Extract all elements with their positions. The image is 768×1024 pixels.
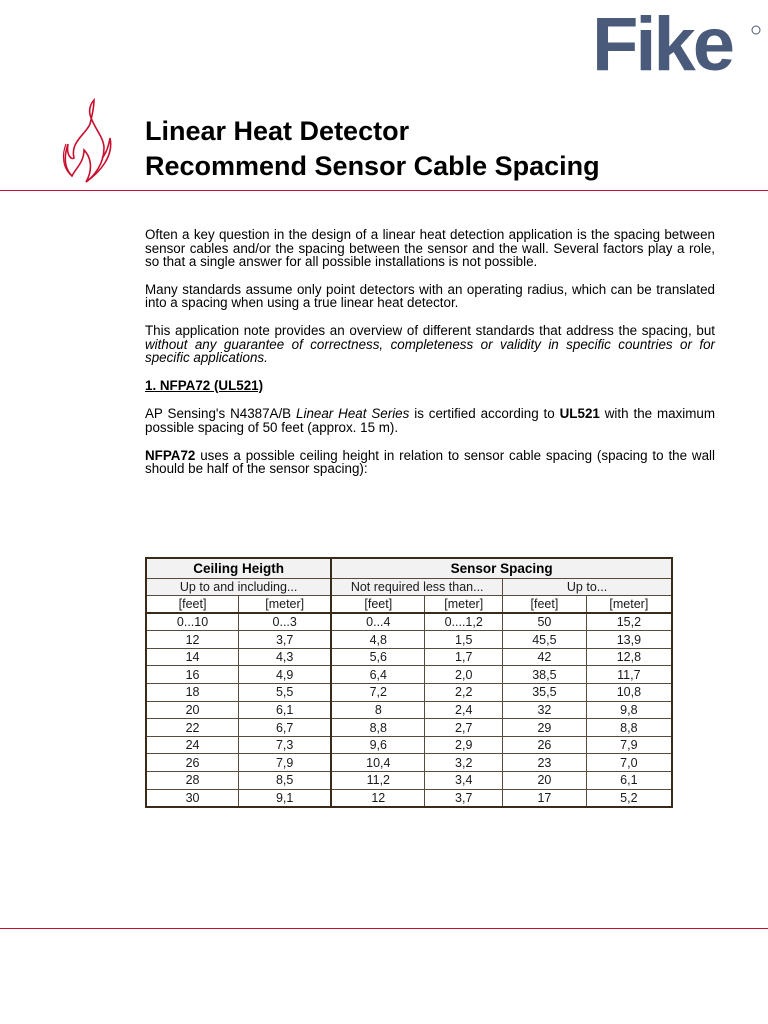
paragraph-nfpa72 (145, 449, 715, 476)
table-cell: 4,8 (331, 631, 425, 649)
table-cell: 0...10 (146, 613, 239, 631)
table-cell: 8,8 (331, 719, 425, 737)
table-cell: 26 (146, 754, 239, 772)
table-cell: 2,0 (425, 666, 503, 684)
table-row (146, 684, 672, 702)
unit-header: [meter] (239, 596, 332, 614)
table-unit-header-row (146, 596, 672, 614)
table-cell: 0...3 (239, 613, 332, 631)
registered-mark-icon (752, 26, 760, 34)
table-cell: 7,3 (239, 736, 332, 754)
table-cell: 5,2 (586, 789, 672, 807)
table-cell: 0....1,2 (425, 613, 503, 631)
cert-product-name: Linear Heat Series (296, 406, 410, 422)
paragraph-standards: Many standards assume only point detectors with an operating radius, which can be translated into a spacing when using a true linear heat detector. (145, 281, 715, 311)
table-cell: 11,2 (331, 772, 425, 790)
page-title (145, 114, 600, 184)
table-cell: 6,1 (586, 772, 672, 790)
paragraph-disclaimer (145, 324, 715, 365)
unit-header: [feet] (503, 596, 587, 614)
table-cell: 9,6 (331, 736, 425, 754)
table-cell: 7,2 (331, 684, 425, 702)
unit-header: [meter] (586, 596, 672, 614)
table-row (146, 613, 672, 631)
table-cell: 22 (146, 719, 239, 737)
cert-text-a: AP Sensing's N4387A/B (145, 406, 297, 422)
cert-text-e: with the maximum possible spacing of 50 feet (approx. 15 m). (145, 406, 716, 435)
table-cell: 35,5 (503, 684, 587, 702)
cert-standard: UL521 (559, 406, 600, 422)
table-cell: 12 (146, 631, 239, 649)
table-cell: 8,8 (586, 719, 672, 737)
footer-divider (0, 928, 768, 929)
table-body (146, 613, 672, 807)
unit-header: [feet] (146, 596, 239, 614)
table-cell: 9,8 (586, 701, 672, 719)
table-cell: 17 (503, 789, 587, 807)
paragraph-certification (145, 407, 715, 434)
table-row (146, 754, 672, 772)
table-cell: 2,4 (425, 701, 503, 719)
table-cell: 6,1 (239, 701, 332, 719)
table-cell: 3,7 (239, 631, 332, 649)
table-cell: 20 (146, 701, 239, 719)
nfpa72-label: NFPA72 (145, 447, 196, 463)
cert-text-c: is certified according to (409, 406, 560, 422)
title-divider (0, 190, 768, 191)
table-group-header-row (146, 558, 672, 578)
table-cell: 4,3 (239, 648, 332, 666)
logo-text: Fike (592, 8, 733, 74)
fike-logo (590, 8, 762, 74)
disclaimer-italic: without any guarantee of correctness, completeness or validity in specific countries or for specific applications. (145, 336, 715, 366)
table-cell: 4,9 (239, 666, 332, 684)
table-cell: 30 (146, 789, 239, 807)
unit-header: [meter] (425, 596, 503, 614)
table-row (146, 648, 672, 666)
nfpa72-text: uses a possible ceiling height in relation to sensor cable spacing (spacing to the wall should be half of the sensor spacing): (145, 447, 715, 477)
unit-header: [feet] (331, 596, 425, 614)
table-cell: 20 (503, 772, 587, 790)
table-cell: 8,5 (239, 772, 332, 790)
table-cell: 29 (503, 719, 587, 737)
table-cell: 9,1 (239, 789, 332, 807)
table-row (146, 631, 672, 649)
document-body (145, 228, 715, 490)
table-cell: 12 (331, 789, 425, 807)
table-cell: 18 (146, 684, 239, 702)
table-cell: 6,4 (331, 666, 425, 684)
table-cell: 11,7 (586, 666, 672, 684)
table-cell: 2,2 (425, 684, 503, 702)
table-cell: 5,6 (331, 648, 425, 666)
table-row (146, 736, 672, 754)
table-cell: 23 (503, 754, 587, 772)
sensor-spacing-table (145, 557, 673, 808)
subheader-up-to-including: Up to and including... (146, 578, 331, 596)
table-cell: 0...4 (331, 613, 425, 631)
table-cell: 1,5 (425, 631, 503, 649)
table-row (146, 666, 672, 684)
table-cell: 5,5 (239, 684, 332, 702)
table-row (146, 719, 672, 737)
section-heading-nfpa72: 1. NFPA72 (UL521) (145, 377, 264, 393)
table-cell: 38,5 (503, 666, 587, 684)
disclaimer-text: This application note provides an overview of different standards that address the spacing, but (145, 322, 715, 338)
table-cell: 2,9 (425, 736, 503, 754)
header-sensor-spacing: Sensor Spacing (331, 558, 672, 578)
table-cell: 45,5 (503, 631, 587, 649)
table-sub-header-row (146, 578, 672, 596)
table-cell: 50 (503, 613, 587, 631)
table-cell: 8 (331, 701, 425, 719)
paragraph-intro: Often a key question in the design of a linear heat detection application is the spacing between sensor cables and/or the spacing between the sensor and the wall. Several factors play a role, so that a single answer for all possible installations is not possible. (145, 227, 715, 270)
table-cell: 14 (146, 648, 239, 666)
flame-icon (60, 98, 120, 194)
subheader-up-to: Up to... (503, 578, 672, 596)
table-row (146, 789, 672, 807)
table-cell: 28 (146, 772, 239, 790)
table-cell: 26 (503, 736, 587, 754)
title-line-2: Recommend Sensor Cable Spacing (145, 151, 600, 181)
table-cell: 3,7 (425, 789, 503, 807)
table-cell: 15,2 (586, 613, 672, 631)
table-cell: 12,8 (586, 648, 672, 666)
table-cell: 10,4 (331, 754, 425, 772)
table-cell: 3,2 (425, 754, 503, 772)
table-cell: 7,0 (586, 754, 672, 772)
table-row (146, 772, 672, 790)
subheader-not-less-than: Not required less than... (331, 578, 502, 596)
title-line-1: Linear Heat Detector (145, 116, 410, 146)
table-cell: 7,9 (586, 736, 672, 754)
table-cell: 42 (503, 648, 587, 666)
table-cell: 32 (503, 701, 587, 719)
table-cell: 7,9 (239, 754, 332, 772)
table-cell: 3,4 (425, 772, 503, 790)
table-cell: 1,7 (425, 648, 503, 666)
table-cell: 6,7 (239, 719, 332, 737)
table-row (146, 701, 672, 719)
table-cell: 2,7 (425, 719, 503, 737)
table-cell: 13,9 (586, 631, 672, 649)
header-ceiling-height: Ceiling Heigth (146, 558, 331, 578)
table-cell: 16 (146, 666, 239, 684)
table-cell: 10,8 (586, 684, 672, 702)
table-cell: 24 (146, 736, 239, 754)
